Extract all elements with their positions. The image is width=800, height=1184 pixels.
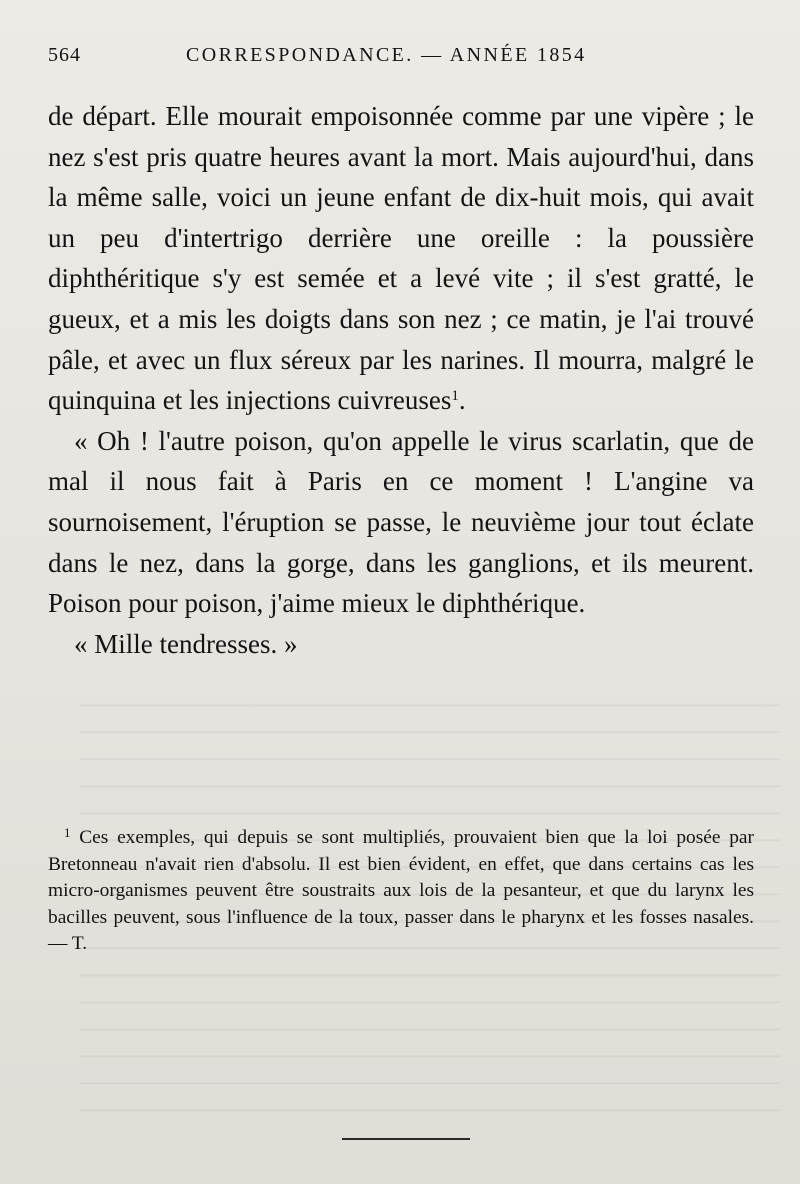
- footnote-marker: 1: [64, 825, 71, 840]
- footnote: [48, 825, 754, 958]
- page-header: [48, 44, 748, 74]
- running-title: CORRESPONDANCE. — ANNÉE 1854: [186, 44, 587, 66]
- paragraph-text: de départ. Elle mourait empoisonnée comme par une vipère ; le nez s'est pris quatre heures avant la mort. Mais aujourd'hui, dans la même salle, voici un jeune enfant de dix-huit mois, qui avait un peu d'intertrigo derrière une oreille : la poussière diphthéritique s'y est semée et a levé vite ; il s'est gratté, le gueux, et a mis les doigts dans son nez ; ce matin, je l'ai trouvé pâle, et avec un flux séreux par les narines. Il mourra, malgré le quinquina et les injections cuivreuses: [48, 101, 754, 416]
- footnote-reference: 1: [451, 388, 459, 405]
- paragraph: [48, 96, 754, 421]
- bottom-rule: [342, 1138, 470, 1140]
- paragraph: « Mille tendresses. »: [74, 628, 298, 659]
- paragraph-end: .: [458, 385, 466, 416]
- page-number: 564: [48, 44, 81, 66]
- footnote-text: Ces exemples, qui depuis se sont multipliés, prouvaient bien que la loi posée par Bretonneau n'avait rien d'absolu. Il est bien évident, en effet, que dans certains cas les micro-organismes peuvent être soustraits aux lois de la pesanteur, et que du larynx les bacilles peuvent, sous l'influence de la toux, passer dans le pharynx et les fosses nasales. — T.: [48, 827, 754, 955]
- body-text: [48, 96, 754, 664]
- paragraph: « Oh ! l'autre poison, qu'on appelle le virus scarlatin, que de mal il nous fait à Paris en ce moment ! L'angine va sournoisement, l'éruption se passe, le neuvième jour tout éclate dans le nez, dans la gorge, dans les ganglions, et ils meurent. Poison pour poison, j'aime mieux le diphthérique.: [48, 425, 754, 619]
